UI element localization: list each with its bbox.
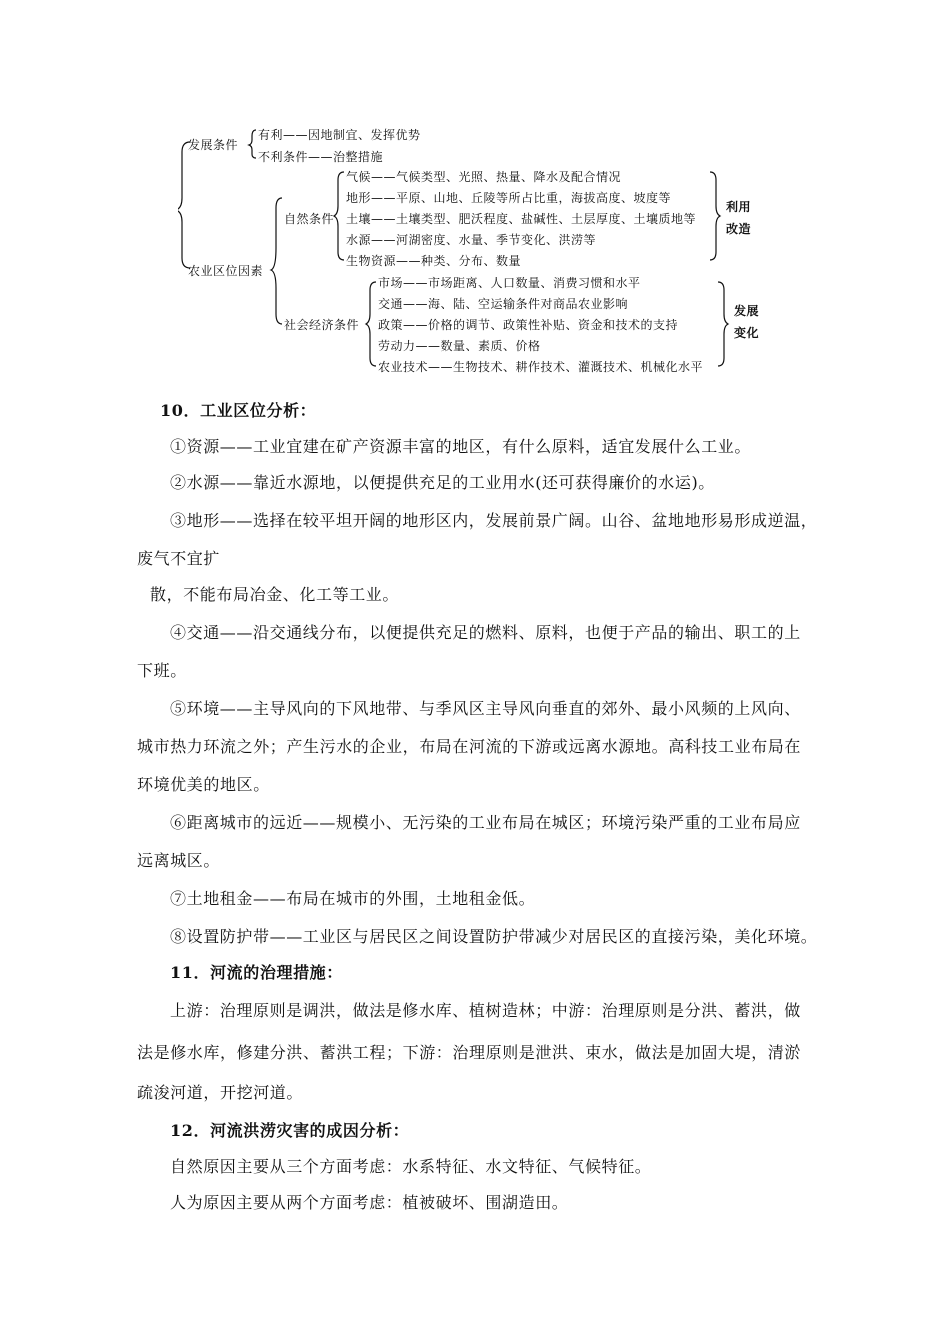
natural-item: 地形——平原、山地、丘陵等所占比重，海拔高度、坡度等	[346, 191, 672, 205]
social-economic-label: 社会经济条件	[284, 318, 360, 332]
section-10-line: ②水源——靠近水源地，以便提供充足的工业用水(还可获得廉价的水运)。	[170, 473, 715, 492]
section-10-line: ①资源——工业宜建在矿产资源丰富的地区，有什么原料，适宜发展什么工业。	[170, 437, 752, 456]
social-brace	[366, 282, 376, 366]
section-10-title: 10．工业区位分析：	[160, 401, 317, 420]
natural-tag-use: 利用	[726, 200, 752, 214]
social-item: 交通——海、陆、空运输条件对商品农业影响	[378, 297, 629, 311]
social-item: 政策——价格的调节、政策性补贴、资金和技术的支持	[378, 318, 679, 332]
natural-item: 土壤——土壤类型、肥沃程度、盐碱性、土层厚度、土壤质地等	[346, 212, 697, 226]
section-10-line: ④交通——沿交通线分布，以便提供充足的燃料、原料，也便于产品的输出、职工的上	[170, 623, 801, 642]
section-11-title: 11．河流的治理措施：	[170, 963, 343, 982]
favorable-conditions-label: 有利——因地制宜、发挥优势	[258, 128, 421, 142]
section-10-line: 废气不宜扩	[137, 549, 221, 568]
section-11-line: 法是修水库，修建分洪、蓄洪工程；下游：治理原则是泄洪、束水，做法是加固大堤，清淤	[137, 1043, 802, 1062]
section-11-line: 上游：治理原则是调洪，做法是修水库、植树造林；中游：治理原则是分洪、蓄洪，做	[170, 1001, 801, 1020]
social-item: 市场——市场距离、人口数量、消费习惯和水平	[378, 276, 641, 290]
section-10-line: 下班。	[137, 661, 187, 680]
section-10-line: 城市热力环流之外；产生污水的企业，布局在河流的下游或远离水源地。高科技工业布局在	[137, 737, 802, 756]
unfavorable-conditions-label: 不利条件——治整措施	[258, 150, 384, 164]
social-tag-change: 变化	[734, 326, 760, 340]
section-10-line: ⑧设置防护带——工业区与居民区之间设置防护带减少对居民区的直接污染，美化环境。	[170, 927, 818, 946]
natural-brace	[334, 172, 344, 260]
natural-item: 生物资源——种类、分布、数量	[346, 254, 522, 268]
development-brace	[249, 130, 256, 158]
agriculture-factors-root: 农业区位因素	[188, 264, 264, 278]
section-12-title: 12．河流洪涝灾害的成因分析：	[170, 1121, 410, 1140]
social-tag-develop: 发展	[734, 304, 760, 318]
section-12-line: 自然原因主要从三个方面考虑：水系特征、水文特征、气候特征。	[170, 1157, 652, 1176]
section-10-line: ③地形——选择在较平坦开阔的地形区内，发展前景广阔。山谷、盆地地形易形成逆温，	[170, 511, 818, 530]
natural-right-brace	[710, 172, 720, 260]
social-item: 农业技术——生物技术、耕作技术、灌溉技术、机械化水平	[378, 360, 704, 374]
section-10-line: 远离城区。	[137, 851, 221, 870]
agriculture-location-diagram	[178, 118, 768, 380]
section-11-line: 疏浚河道，开挖河道。	[137, 1083, 304, 1102]
section-10-line: 环境优美的地区。	[137, 775, 270, 794]
social-item: 劳动力——数量、素质、价格	[378, 339, 541, 353]
development-conditions-label: 发展条件	[188, 138, 239, 152]
social-right-brace	[718, 282, 728, 366]
factors-brace	[271, 198, 282, 324]
outer-brace	[178, 142, 190, 268]
natural-conditions-label: 自然条件	[284, 212, 335, 226]
section-10-line: ⑦土地租金——布局在城市的外围，土地租金低。	[170, 889, 536, 908]
natural-item: 水源——河湖密度、水量、季节变化、洪涝等	[346, 233, 597, 247]
section-12-line: 人为原因主要从两个方面考虑：植被破坏、围湖造田。	[170, 1193, 569, 1212]
natural-tag-transform: 改造	[726, 222, 752, 236]
section-10-line: ⑥距离城市的远近——规模小、无污染的工业布局在城区；环境污染严重的工业布局应	[170, 813, 801, 832]
section-10-line: ⑤环境——主导风向的下风地带、与季风区主导风向垂直的郊外、最小风频的上风向、	[170, 699, 801, 718]
section-10-line: 散，不能布局冶金、化工等工业。	[150, 585, 400, 604]
natural-item: 气候——气候类型、光照、热量、降水及配合情况	[346, 170, 622, 184]
